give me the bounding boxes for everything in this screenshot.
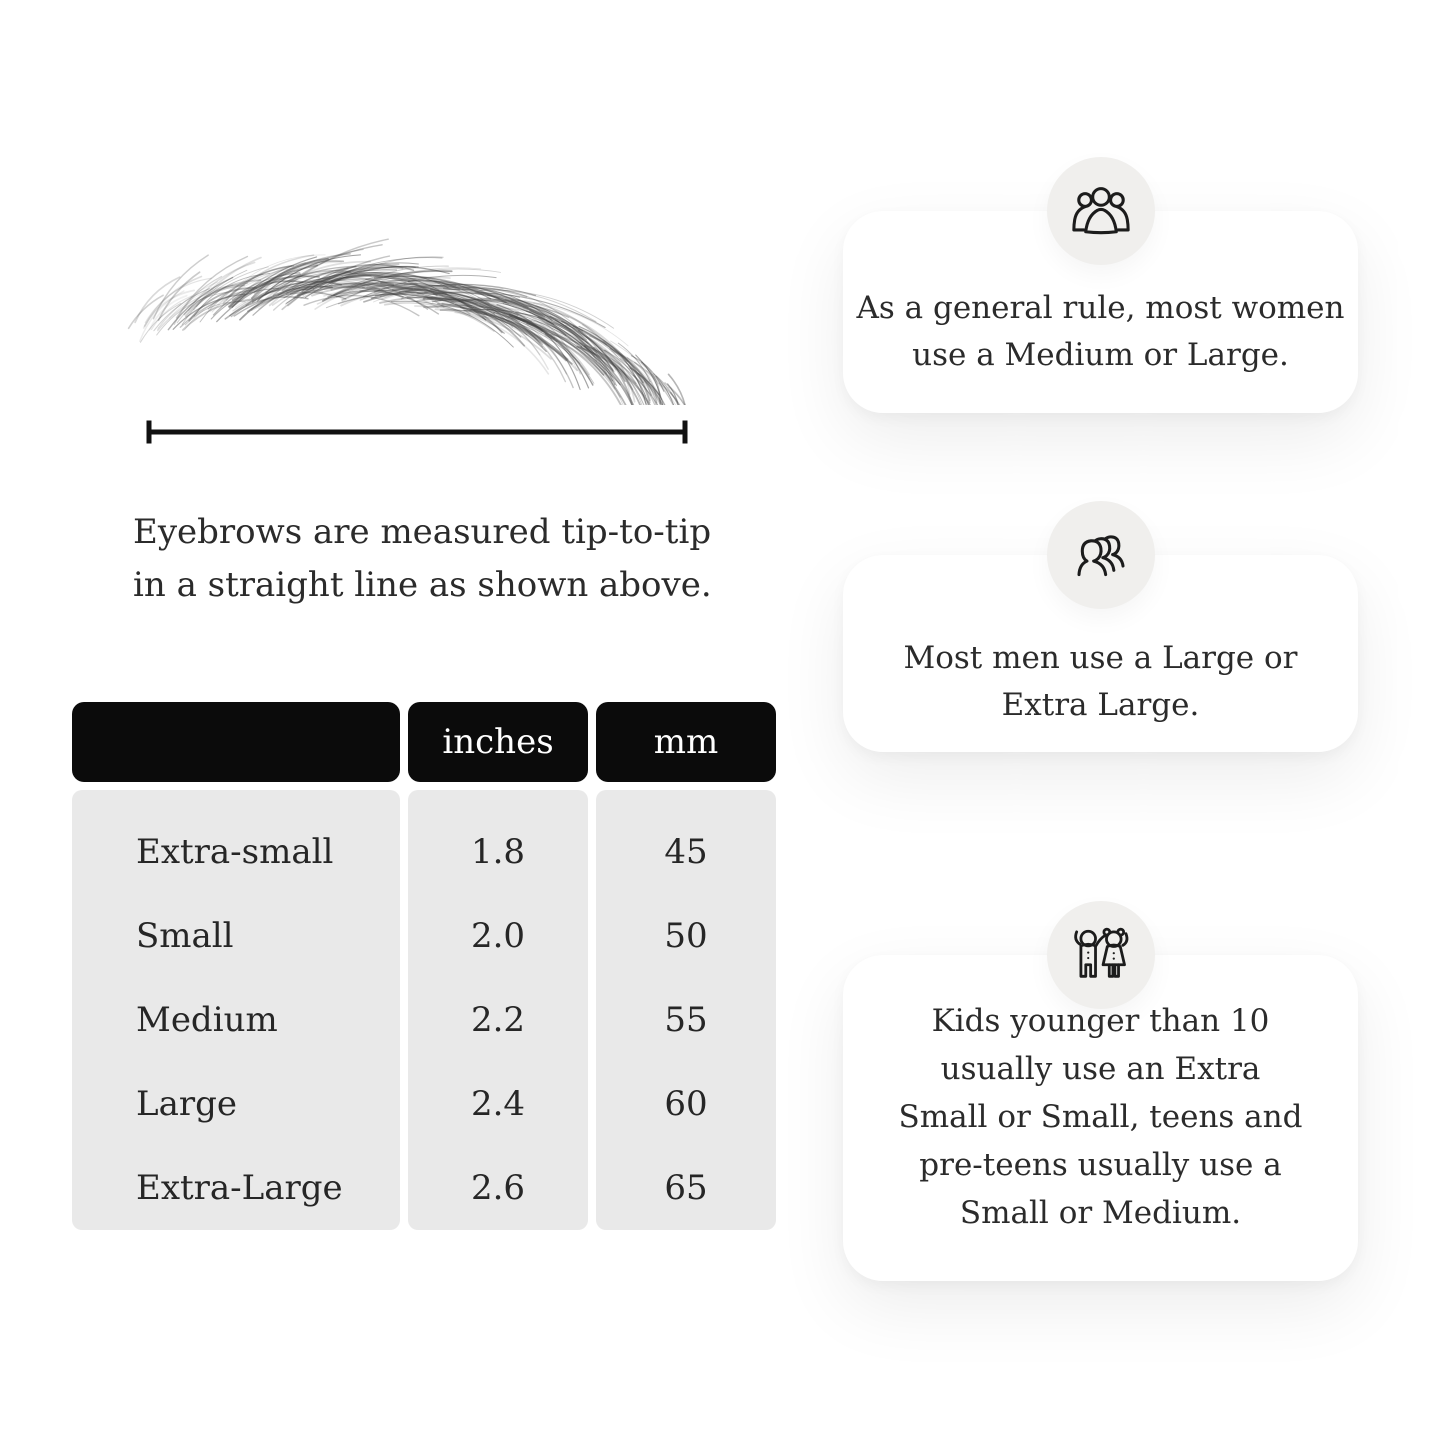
caption-line-1: Eyebrows are measured tip-to-tip [133,512,712,552]
inches-cell: 1.8 [470,832,526,872]
info-card-kids [843,955,1358,1281]
card-icon-circle [1047,901,1155,1009]
card-text-line: pre-teens usually use a [919,1147,1282,1183]
size-table-header-mm: mm [596,702,776,782]
card-text-line: Small or Small, teens and [898,1099,1303,1135]
size-label-cell: Medium [136,1000,278,1040]
size-label-cell: Large [136,1084,237,1124]
size-table-column-mm [596,790,776,1230]
size-label-cell: Extra-small [136,832,334,872]
eyebrow-illustration [120,235,695,405]
size-table-column-inches [408,790,588,1230]
women-group-icon [1068,183,1134,239]
inches-cell: 2.2 [470,1000,526,1040]
inches-cell: 2.6 [470,1168,526,1208]
size-table-header-inches: inches [408,702,588,782]
card-text [843,997,1358,1237]
size-table-header-blank [72,702,400,782]
caption-line-2: in a straight line as shown above. [133,565,712,605]
size-label-cell: Extra-Large [136,1168,343,1208]
card-icon-circle [1047,501,1155,609]
measurement-caption [133,506,712,612]
size-label-cell: Small [136,916,234,956]
info-card-women [843,211,1358,413]
eyebrow-sketch-strokes [120,235,695,405]
card-text-line: Small or Medium. [959,1195,1242,1231]
men-group-icon [1068,527,1134,583]
size-table-header-row [72,702,776,782]
size-table-column-sizes [72,790,400,1230]
mm-cell: 65 [664,1168,708,1208]
size-table [72,702,776,1230]
size-table-body [72,790,776,1230]
mm-cell: 50 [664,916,708,956]
card-text-line: usually use an Extra [940,1051,1261,1087]
inches-cell: 2.4 [470,1084,526,1124]
mm-cell: 55 [664,1000,708,1040]
info-card-men [843,555,1358,752]
inches-cell: 2.0 [470,916,526,956]
measurement-line [145,419,689,445]
card-text-line: Extra Large. [1001,687,1200,723]
card-text-line: Kids younger than 10 [931,1003,1270,1039]
card-text [843,635,1358,729]
card-text [843,285,1358,379]
card-icon-circle [1047,157,1155,265]
card-text-line: As a general rule, most women [856,290,1345,326]
card-text-line: Most men use a Large or [903,640,1298,676]
card-text-line: use a Medium or Large. [912,337,1289,373]
mm-cell: 45 [664,832,708,872]
children-icon [1068,927,1134,983]
mm-cell: 60 [664,1084,708,1124]
